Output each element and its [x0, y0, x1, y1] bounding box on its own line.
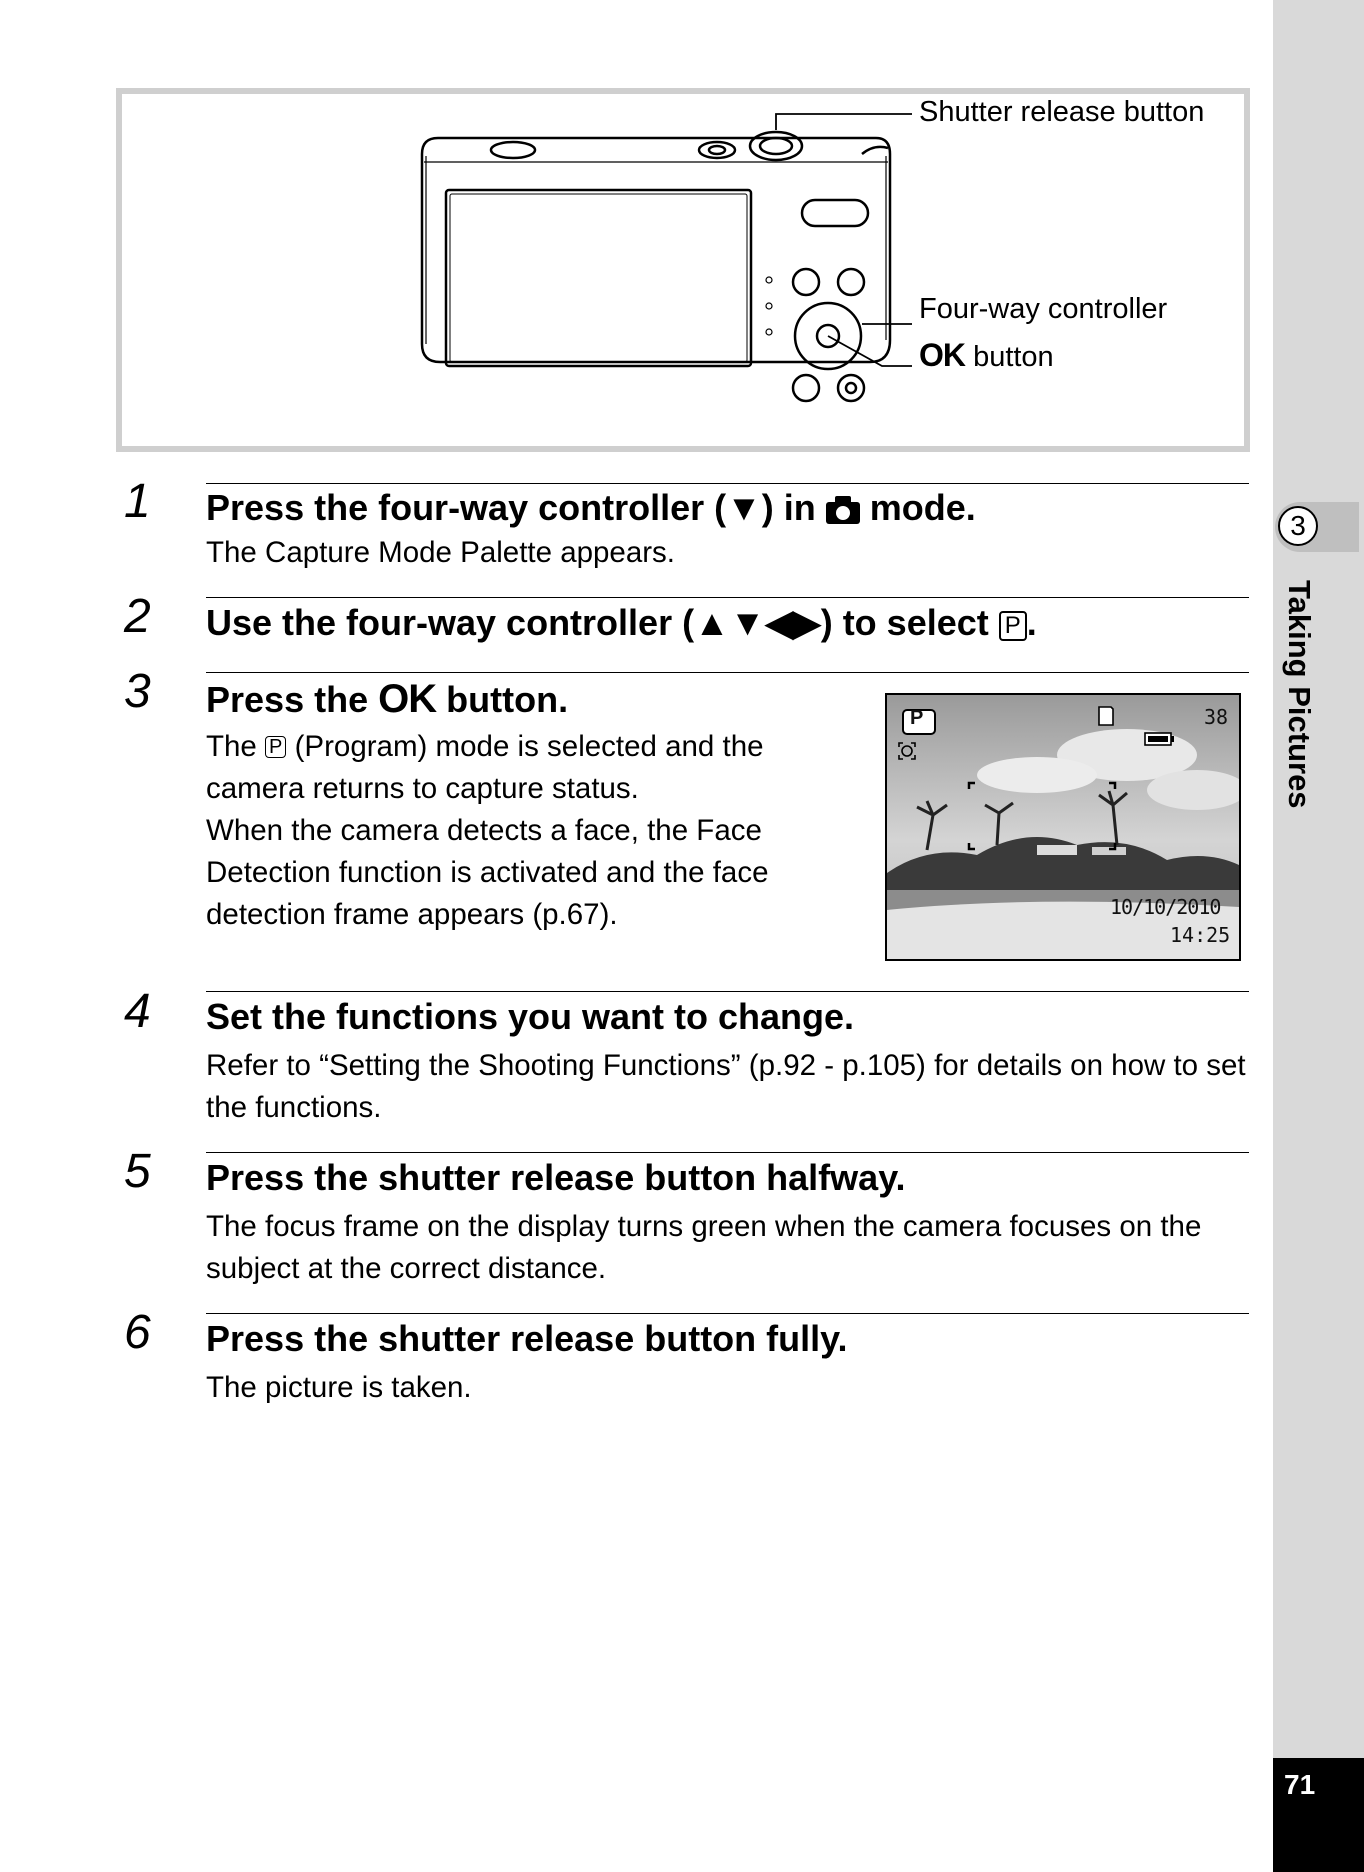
four-way-callout: Four-way controller [919, 293, 1168, 325]
shutter-callout: Shutter release button [919, 96, 1205, 128]
step-heading: Press the OK button. [206, 677, 569, 721]
step-heading: Use the four-way controller (▲▼◀▶) to select P . [206, 602, 1037, 643]
chapter-title: Taking Pictures [1282, 580, 1317, 809]
step-text: The focus frame on the display turns green when the camera focuses on the subject at the correct distance. [206, 1210, 1202, 1285]
step-divider [206, 1313, 1249, 1314]
step-text: Refer to “Setting the Shooting Functions” (p.92 - p.105) for details on how to set the functions. [206, 1049, 1246, 1124]
ok-button-callout: OK button [919, 337, 1054, 373]
camera-mode-icon [826, 496, 860, 522]
step-heading: Press the four-way controller (▼) in mode. [206, 487, 976, 528]
step-heading: Set the functions you want to change. [206, 996, 855, 1037]
lcd-mode-label: P [910, 707, 924, 729]
chapter-number: 3 [1278, 506, 1318, 546]
camera-back-illustration [122, 94, 1244, 446]
step-number: 4 [124, 985, 151, 1038]
lcd-time: 14:25 [1170, 923, 1231, 947]
program-mode-icon: P [999, 611, 1027, 641]
ok-glyph: OK [378, 677, 437, 721]
step-number: 2 [124, 590, 151, 643]
step-number: 5 [124, 1145, 151, 1198]
step-number: 6 [124, 1306, 151, 1359]
step-text: The picture is taken. [206, 1371, 472, 1404]
step-divider [206, 483, 1249, 484]
step-divider [206, 597, 1249, 598]
step-heading: Press the shutter release button halfway. [206, 1157, 906, 1198]
lcd-screenshot [885, 693, 1241, 961]
lcd-date: 10/10/2010 [1110, 895, 1221, 919]
page-number: 71 [1284, 1769, 1316, 1800]
lcd-shots-remaining: 38 [1204, 705, 1229, 729]
step-divider [206, 1152, 1249, 1153]
step-heading: Press the shutter release button fully. [206, 1318, 848, 1359]
step-text: The P (Program) mode is selected and the camera returns to capture status. When the camera detects a face, the Face Detection function is activated and the face detection frame appears (p.67). [206, 730, 769, 931]
step-number: 1 [124, 475, 151, 528]
step-text: The Capture Mode Palette appears. [206, 536, 676, 569]
step-divider [206, 991, 1249, 992]
step-divider [206, 672, 1249, 673]
lcd-scene [887, 695, 1239, 959]
program-mode-icon: P [265, 736, 286, 758]
camera-figure [116, 88, 1250, 452]
step-number: 3 [124, 665, 151, 718]
